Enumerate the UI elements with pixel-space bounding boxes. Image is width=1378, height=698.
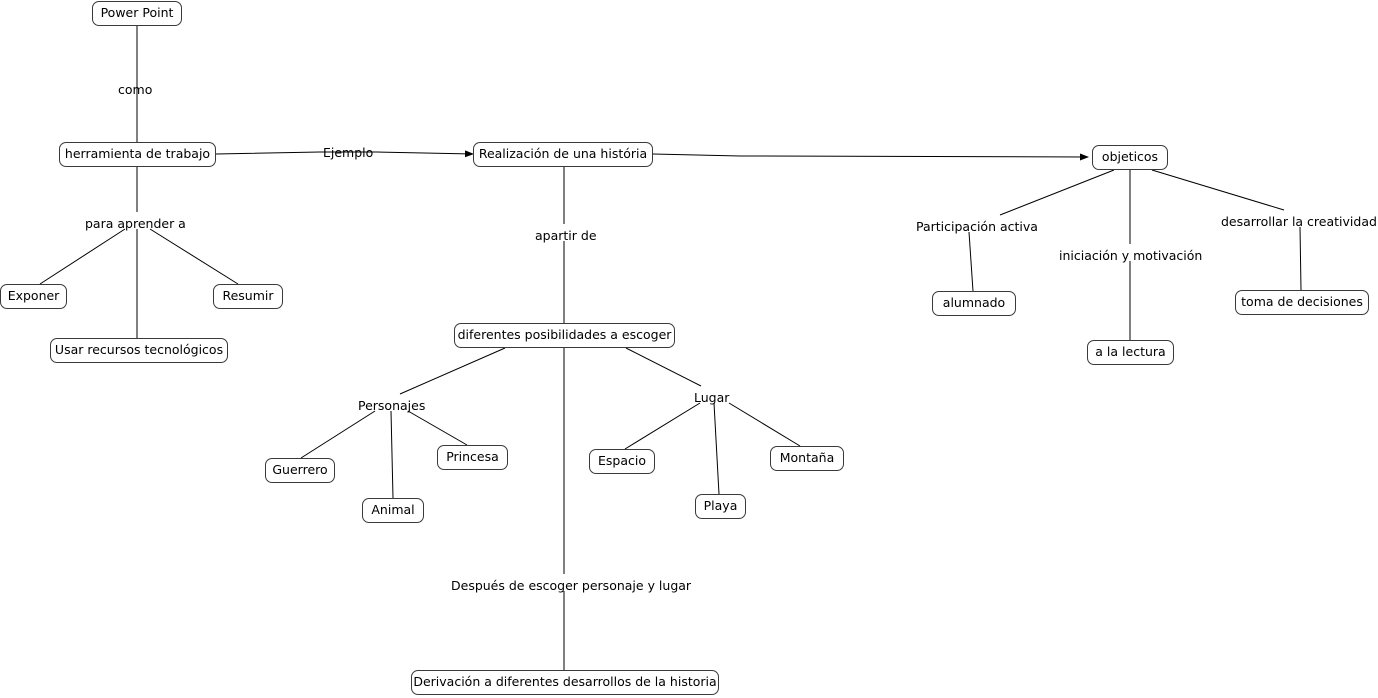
node-usar-recursos-tecnologicos[interactable]: Usar recursos tecnológicos (50, 338, 228, 363)
node-toma-de-decisiones[interactable]: toma de decisiones (1235, 290, 1369, 315)
node-objeticos[interactable]: objeticos (1092, 145, 1168, 170)
edge-desarrollar-la-creatividad-to-toma-de-decisiones (1300, 227, 1301, 290)
edge-personajes-to-princesa (408, 411, 467, 445)
edge-objeticos-to-participacion-activa (1000, 170, 1114, 215)
edge-lugar-to-montana (729, 403, 800, 446)
node-realizacion-de-una-historia[interactable]: Realización de una história (473, 142, 653, 167)
edge-label-apartir-de: apartir de (535, 228, 597, 243)
node-derivacion[interactable]: Derivación a diferentes desarrollos de la historia (411, 670, 719, 695)
node-alumnado[interactable]: alumnado (932, 291, 1016, 316)
edge-label-como: como (118, 82, 153, 97)
node-princesa[interactable]: Princesa (437, 445, 508, 470)
node-power-point[interactable]: Power Point (92, 1, 182, 26)
edge-diferentes-posibilidades-to-personajes (400, 348, 505, 394)
edge-label-para-aprender-a: para aprender a (85, 216, 186, 231)
node-animal[interactable]: Animal (362, 498, 424, 523)
edge-realizacion-de-una-historia-to-objeticos (653, 154, 1088, 157)
edge-label-participacion-activa: Participación activa (916, 219, 1038, 234)
edge-diferentes-posibilidades-to-lugar (626, 348, 701, 386)
edge-lugar-to-espacio (625, 403, 700, 449)
node-a-la-lectura[interactable]: a la lectura (1087, 340, 1174, 365)
edge-personajes-to-guerrero (301, 411, 375, 458)
node-resumir[interactable]: Resumir (213, 284, 283, 309)
edge-label-personajes: Personajes (358, 398, 426, 413)
node-playa[interactable]: Playa (695, 494, 746, 519)
node-espacio[interactable]: Espacio (589, 449, 655, 474)
node-guerrero[interactable]: Guerrero (265, 458, 335, 483)
edge-personajes-to-animal (391, 411, 393, 498)
node-exponer[interactable]: Exponer (0, 284, 67, 309)
edge-label-lugar: Lugar (694, 390, 730, 405)
node-montana[interactable]: Montaña (770, 446, 844, 471)
edge-lugar-to-playa (714, 403, 719, 494)
edge-label-desarrollar-la-creatividad: desarrollar la creatividad (1221, 214, 1377, 229)
node-herramienta-de-trabajo[interactable]: herramienta de trabajo (59, 142, 216, 167)
node-diferentes-posibilidades[interactable]: diferentes posibilidades a escoger (454, 323, 675, 348)
edge-objeticos-to-desarrollar-la-creatividad (1152, 170, 1284, 210)
edge-label-ejemplo: Ejemplo (323, 145, 374, 160)
edge-para-aprender-a-to-exponer (40, 229, 125, 284)
edge-participacion-activa-to-alumnado (969, 232, 973, 291)
edge-label-iniciacion-y-motivacion: iniciación y motivación (1059, 248, 1203, 263)
edge-para-aprender-a-to-resumir (150, 229, 238, 284)
edge-label-despues-de-escoger: Después de escoger personaje y lugar (451, 578, 692, 593)
